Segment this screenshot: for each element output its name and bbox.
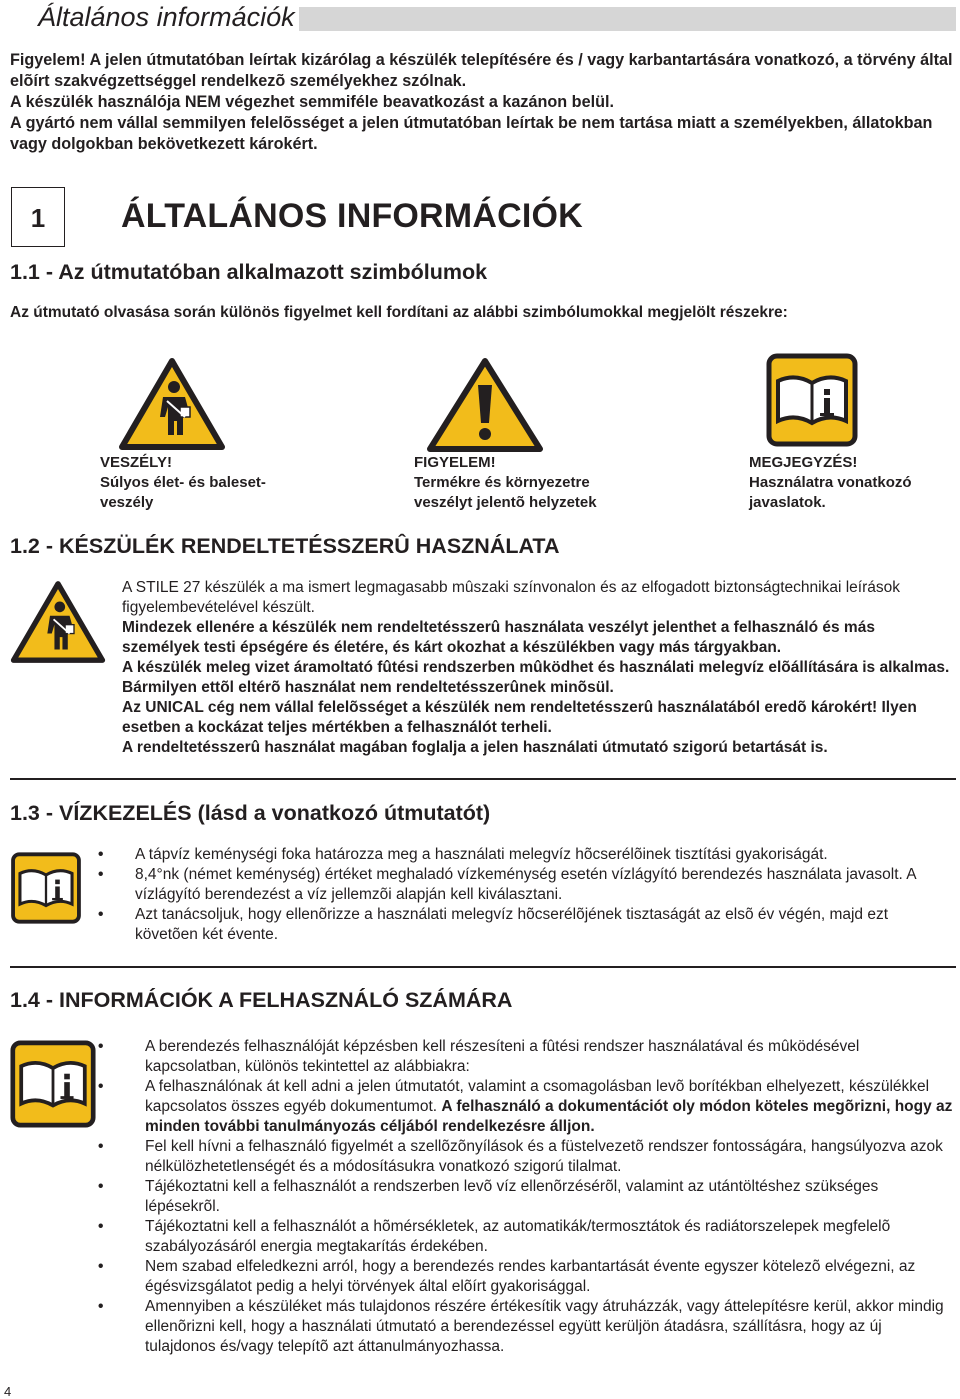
paragraph: A STILE 27 készülék a ma ismert legmagasabb mûszaki színvonalon és az elfogadott biztonságtechnikai leírások figyelembevételével készült. [122,579,900,616]
note-book-icon [10,852,82,924]
heading-1-3: 1.3 - VÍZKEZELÉS (lásd a vonatkozó útmutatót) [10,801,491,825]
list-item: • Nem szabad elfeledkezni arról, hogy a berendezés rendes karbantartását évente egyszer kötelezõ elvégezni, az égésvizsgálatot pedig a helyi törvények által elõírt gyakorisággal. [98,1258,916,1295]
section-number-box: 1 [11,187,65,247]
heading-1-2: 1.2 - KÉSZÜLÉK RENDELTETÉSSZERÛ HASZNÁLATA [10,534,560,558]
intro-paragraph-3: A gyártó nem vállal semmilyen felelõsséget a jelen útmutatóban leírtak be nem tartása miatt a személyekben, állatokban vagy dolgokban bekövetkezett károkért. [10,114,933,153]
divider [10,778,956,780]
section-title: ÁLTALÁNOS INFORMÁCIÓK [121,197,583,235]
list-item: • Amennyiben a készüléket más tulajdonos részére értékesítik vagy átruházzák, vagy áttelepítésre kerül, akkor mindig ellenõrizni kell, hogy a használati útmutató a berendezéssel együtt kerüljön átadásra, szállításra, hogy az új tulajdonos és/vagy telepítõ azt áttanulmányozhassa. [98,1298,944,1355]
intro-warning [10,50,956,155]
intended-use-text [122,578,956,758]
heading-1-1: 1.1 - Az útmutatóban alkalmazott szimbólumok [10,260,488,284]
symbol-title: MEGJEGYZÉS! [749,454,858,471]
heading-1-4: 1.4 - INFORMÁCIÓK A FELHASZNÁLÓ SZÁMÁRA [10,988,513,1012]
symbol-desc-line: Súlyos élet- és baleset- [100,474,266,491]
danger-person-icon [118,357,226,451]
water-treatment-list [98,845,955,945]
paragraph: A rendeltetésszerû használat magában foglalja a jelen használati útmutató szigorú betartását is. [122,739,828,756]
list-item: • Fel kell hívni a felhasználó figyelmét a szellõzõnyílások és a füstelvezetõ rendszer fontosságára, hangsúlyozva azok nélkülözhetetlenségét és a módosításukra vonatkozó szigorú tilalmat. [98,1138,943,1175]
symbol-desc-line: veszély [100,494,154,511]
paragraph: Az UNICAL cég nem vállal felelõsséget a készülék nem rendeltetésszerû használatából eredõ károkért! Ilyen esetben a kockázat teljes mértékben a felhasználót terheli. [122,699,917,736]
symbol-caption-danger [100,453,266,513]
list-item: • Tájékoztatni kell a felhasználót a rendszerben levõ víz ellenõrzésérõl, valamint az utántöltéshez szükséges lépésekrõl. [98,1178,879,1215]
symbol-desc-line: javaslatok. [749,494,826,511]
page-header-title: Általános információk [36,0,299,34]
symbol-desc-line: Termékre és környezetre [414,474,590,491]
list-item: • A berendezés felhasználóját képzésben kell részesíteni a fûtési rendszer használatával és mûködésével kapcsolatban, különös tekintettel az alábbiakra: [98,1038,860,1075]
symbol-title: FIGYELEM! [414,454,496,471]
intro-paragraph-1: Figyelem! A jelen útmutatóban leírtak kizárólag a készülék telepítésére és / vagy karbantartására vonatkozó, a törvény által elõírt szakvégzettséggel rendelkezõ személyekhez szólnak. [10,51,953,90]
paragraph: Mindezek ellenére a készülék nem rendeltetésszerû használata veszélyt jelenthet a felhasználó és más személyek testi épségére és életére, és kárt okozhat a készülékben vagy más tárgyakban. [122,619,875,656]
symbol-caption-note [749,453,912,513]
danger-person-icon [10,580,106,664]
divider [10,966,956,968]
paragraph: A készülék meleg vizet áramoltató fûtési rendszerben mûködhet és használati melegvíz elõállítására is alkalmas. Bármilyen ettõl eltérõ használat nem rendeltetésszerûnek minõsül. [122,659,950,696]
symbol-desc-line: veszélyt jelentõ helyzetek [414,494,597,511]
list-item: • Azt tanácsoljuk, hogy ellenõrizze a használati melegvíz hõcserélõjének tisztaságát az elsõ év végén, majd ezt követõen két évente. [98,906,889,943]
list-item: • A felhasználónak át kell adni a jelen útmutatót, valamint a csomagolásban levõ borítékban elhelyezett, készülékkel kapcsolatos összes egyéb dokumentumot. A felhasználó a dokumentációt oly módon köteles megõrizni, hogy az minden további tanulmányozás céljából rendelkezésre álljon. [98,1078,953,1135]
symbols-lead-text: Az útmutató olvasása során különös figyelmet kell fordítani az alábbi szimbólumokkal megjelölt részekre: [10,304,788,321]
list-item: • 8,4°nk (német keménység) értéket meghaladó vízkeménység esetén vízlágyító berendezés használata javasolt. A vízlágyító berendezést a víz jellemzõi alapján kell kiválasztani. [98,866,916,903]
user-info-list [98,1037,955,1357]
list-item: • A tápvíz keménységi foka határozza meg a használati melegvíz hõcserélõinek tisztítási gyakoriságát. [98,846,828,863]
note-book-icon [766,353,858,447]
symbol-desc-line: Használatra vonatkozó [749,474,912,491]
intro-paragraph-2: A készülék használója NEM végezhet semmiféle beavatkozást a kazánon belül. [10,93,614,111]
page-number: 4 [4,1384,12,1399]
warning-exclamation-icon [426,357,544,453]
symbol-caption-warning [414,453,597,513]
symbol-title: VESZÉLY! [100,454,172,471]
list-item: • Tájékoztatni kell a felhasználót a hõmérsékletek, az automatikák/termosztátok és radiátorszelepek megfelelõ szabályozásáról energia megtakarítás érdekében. [98,1218,891,1255]
note-book-icon [10,1040,96,1128]
